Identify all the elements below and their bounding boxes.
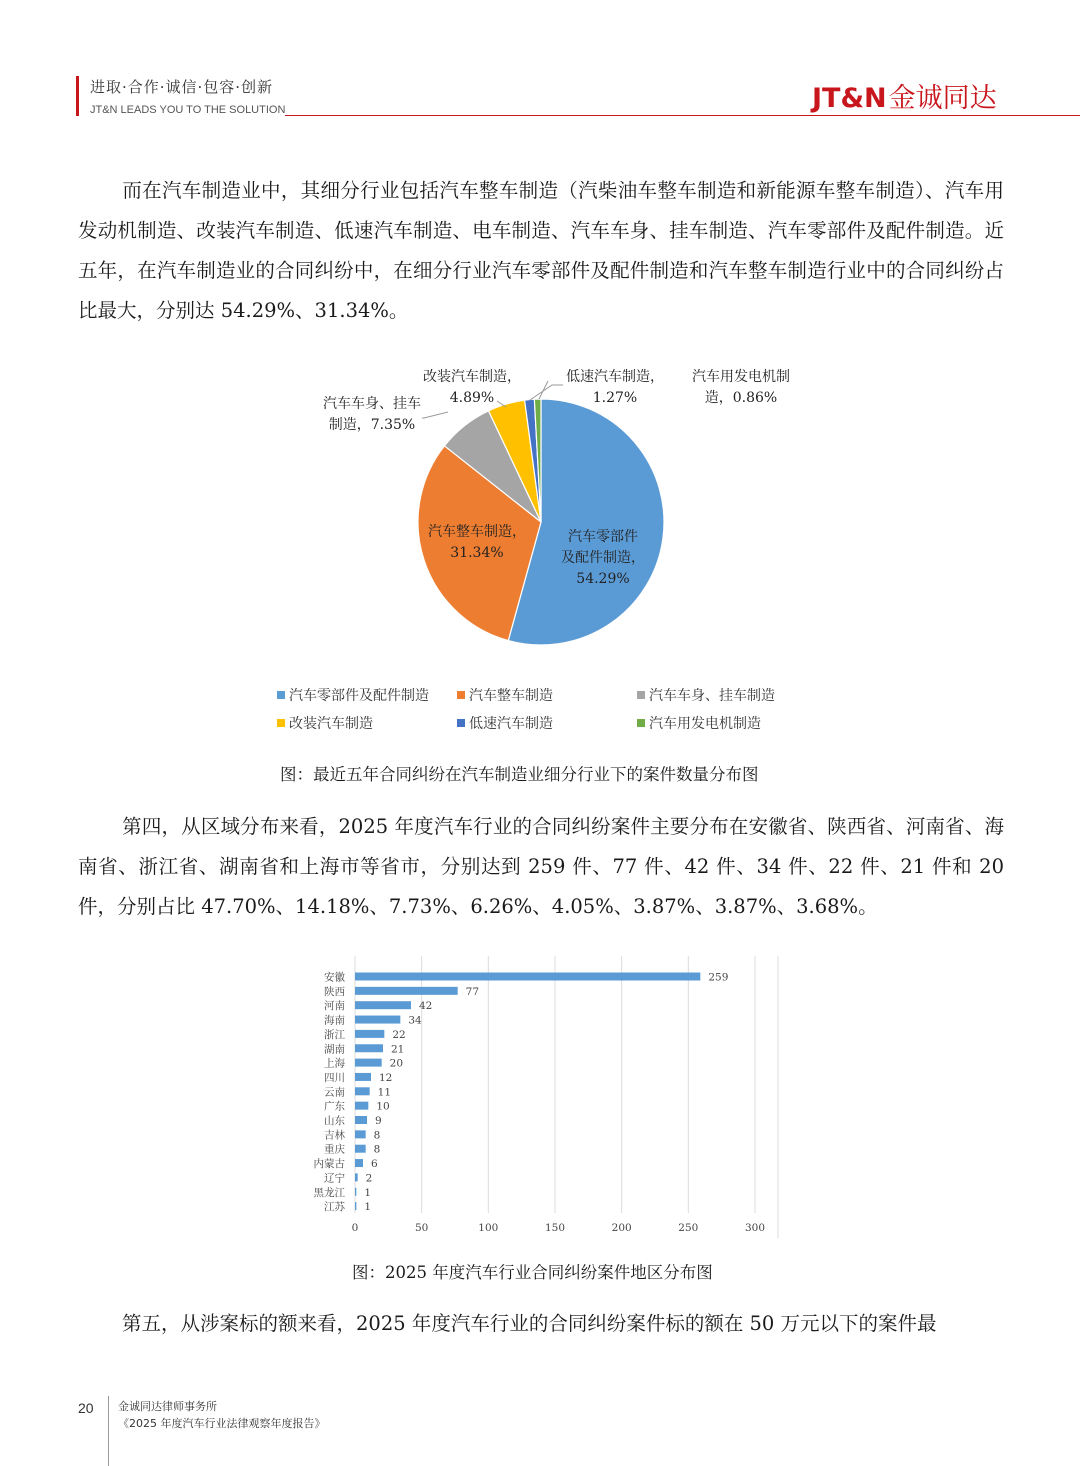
legend-swatch-5: [637, 719, 645, 727]
bar-16: [355, 1202, 356, 1210]
bar-value-label-8: 11: [377, 1086, 392, 1099]
bar-8: [355, 1087, 370, 1095]
bar-value-label-2: 42: [419, 1000, 433, 1013]
logo-latin: JT&N: [812, 83, 887, 114]
header-subtitle: JT&N LEADS YOU TO THE SOLUTION: [90, 104, 286, 116]
bar-xtick-5: 250: [678, 1222, 699, 1234]
bar-category-label-11: 吉林: [324, 1129, 345, 1142]
bar-category-label-8: 云南: [324, 1086, 345, 1099]
pie-label-0: 汽车零部件及配件制造， 54.29%: [561, 529, 645, 587]
pie-chart-caption: 图：最近五年合同纠纷在汽车制造业细分行业下的案件数量分布图: [280, 765, 759, 784]
leader-line-generator: [539, 381, 548, 399]
legend-label-5: 汽车用发电机制造: [649, 716, 761, 732]
leader-line-lowspeed: [530, 385, 563, 400]
bar-chart: [0, 950, 1080, 1245]
bar-11: [355, 1130, 366, 1138]
legend-swatch-0: [277, 691, 285, 699]
bar-value-label-1: 77: [465, 985, 480, 998]
pie-label-4: 低速汽车制造， 1.27%: [566, 369, 664, 406]
bar-value-label-7: 12: [379, 1071, 393, 1084]
bar-value-label-3: 34: [408, 1014, 422, 1027]
bar-13: [355, 1159, 363, 1167]
bar-category-label-7: 四川: [324, 1071, 345, 1084]
legend-swatch-4: [457, 719, 465, 727]
bar-category-label-10: 山东: [324, 1115, 345, 1127]
pie-label-2: 汽车车身、挂车制造，7.35%: [323, 396, 421, 433]
bar-4: [355, 1030, 384, 1038]
bar-value-label-14: 2: [365, 1172, 373, 1185]
pie-label-5: 汽车用发电机制造，0.86%: [692, 369, 790, 406]
bar-2: [355, 1001, 411, 1009]
bar-0: [355, 973, 700, 981]
bar-category-label-16: 江苏: [324, 1201, 345, 1214]
header-slogan: 进取·合作·诚信·包容·创新: [90, 78, 274, 96]
bar-category-label-13: 内蒙古: [313, 1158, 345, 1171]
bar-category-label-12: 重庆: [324, 1143, 345, 1156]
pie-chart: [0, 355, 1080, 750]
logo-chinese: 金诚同达: [888, 83, 997, 114]
bar-value-label-5: 21: [391, 1043, 405, 1056]
bar-6: [355, 1059, 382, 1067]
paragraph-claim-amount: 第五，从涉案标的额来看，2025 年度汽车行业的合同纠纷案件标的额在 50 万元以下的案件最: [122, 1312, 937, 1335]
bar-xtick-6: 300: [744, 1222, 766, 1234]
bar-value-label-15: 1: [364, 1186, 372, 1199]
bar-10: [355, 1116, 367, 1124]
bar-12: [355, 1145, 366, 1153]
leader-line-body: [422, 412, 448, 418]
legend-label-0: 汽车零部件及配件制造: [289, 688, 429, 704]
footer-divider: [108, 1396, 109, 1466]
bar-category-label-4: 浙江: [324, 1028, 345, 1041]
bar-value-label-6: 20: [389, 1057, 404, 1070]
bar-xtick-1: 50: [414, 1222, 429, 1234]
pie-label-3: 改装汽车制造， 4.89%: [423, 369, 521, 406]
header-divider: [285, 115, 1080, 116]
bar-15: [355, 1188, 356, 1196]
footer-report-title: 《2025 年度汽车行业法律观察年度报告》: [118, 1417, 326, 1430]
bar-value-label-10: 9: [375, 1115, 382, 1127]
bar-value-label-13: 6: [371, 1158, 378, 1171]
legend-swatch-1: [457, 691, 465, 699]
legend-label-2: 汽车车身、挂车制造: [649, 688, 775, 704]
bar-value-label-12: 8: [373, 1143, 381, 1156]
paragraph-manufacturing-subsectors: 而在汽车制造业中，其细分行业包括汽车整车制造（汽柴油车整车制造和新能源车整车制造）、汽车用发动机制造、改装汽车制造、低速汽车制造、电车制造、汽车车身、挂车制造、汽车零部件及配件制造。近五年，在汽车制造业的合同纠纷中，在细分行业汽车零部件及配件制造和汽车整车制造行业中的合同纠纷占比最大，分别达 54.29%、31.34%。: [78, 179, 1004, 322]
legend-label-4: 低速汽车制造: [469, 716, 553, 732]
bar-category-label-9: 广东: [324, 1100, 345, 1113]
bar-category-label-1: 陕西: [324, 985, 345, 998]
bar-7: [355, 1073, 371, 1081]
bar-xtick-3: 150: [544, 1222, 566, 1234]
brand-logo: [812, 76, 997, 115]
bar-value-label-11: 8: [373, 1129, 381, 1142]
bar-14: [355, 1173, 358, 1181]
bar-value-label-4: 22: [392, 1028, 406, 1041]
bar-xtick-2: 100: [478, 1222, 499, 1234]
bar-value-label-0: 259: [708, 971, 729, 984]
bar-9: [355, 1102, 368, 1110]
bar-category-label-15: 黑龙江: [313, 1186, 345, 1199]
bar-category-label-6: 上海: [324, 1057, 345, 1070]
footer-firm-name: 金诚同达律师事务所: [118, 1400, 217, 1413]
legend-swatch-3: [277, 719, 285, 727]
bar-value-label-16: 1: [364, 1201, 372, 1214]
bar-5: [355, 1044, 383, 1052]
pie-label-1: 汽车整车制造， 31.34%: [428, 524, 526, 561]
bar-category-label-2: 河南: [324, 1000, 345, 1013]
legend-label-3: 改装汽车制造: [289, 716, 373, 732]
bar-category-label-3: 海南: [324, 1014, 345, 1027]
bar-category-label-0: 安徽: [324, 971, 345, 984]
bar-xtick-4: 200: [611, 1222, 632, 1234]
bar-category-label-14: 辽宁: [324, 1172, 345, 1185]
bar-category-label-5: 湖南: [324, 1043, 345, 1056]
bar-1: [355, 987, 458, 995]
header-accent-bar: [76, 76, 79, 116]
bar-3: [355, 1016, 400, 1024]
legend-swatch-2: [637, 691, 645, 699]
legend-label-1: 汽车整车制造: [469, 688, 553, 704]
bar-value-label-9: 10: [376, 1100, 390, 1113]
bar-xtick-0: 0: [351, 1222, 359, 1234]
bar-chart-caption: 图：2025 年度汽车行业合同纠纷案件地区分布图: [352, 1263, 713, 1282]
page-number: 20: [78, 1400, 94, 1416]
paragraph-regional-distribution: 第四，从区域分布来看，2025 年度汽车行业的合同纠纷案件主要分布在安徽省、陕西省、河南省、海南省、浙江省、湖南省和上海市等省市，分别达到 259 件、77 件、42 件、34 件、22 件、21 件和 20 件，分别占比 47.70%、14.18%、7.73%、6.26%、4.05%、3.87%、3.87%、3.68%。: [78, 815, 1004, 918]
